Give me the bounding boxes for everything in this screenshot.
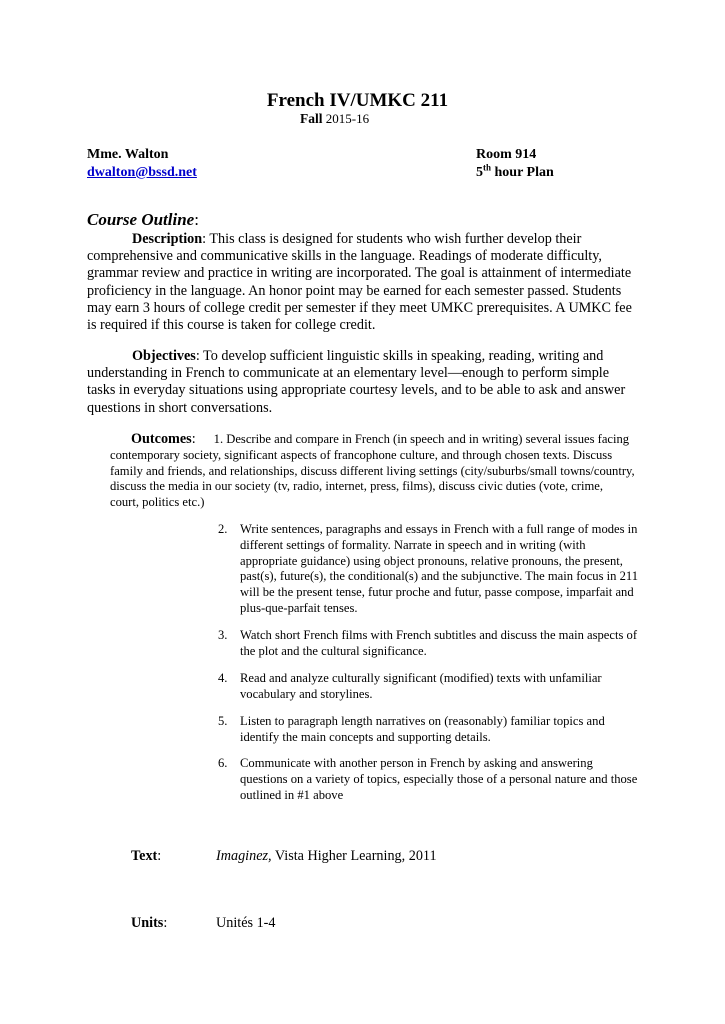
description-text: : This class is designed for students who wish further develop their comprehensive and communicative skills in the language. Readings of moderate difficulty, grammar review and practice in writing are incorporated. The goal is attainment of intermediate proficiency in the language. An honor point may be earned for each semester passed. Students may earn 3 hours of college credit per semester if they meet UMKC prerequisites. A UMKC fee is required if this course is taken for college credit. xyxy=(87,231,632,334)
objectives-text: : To develop sufficient linguistic skills in speaking, reading, writing and understanding in French to communicate at an elementary level—enough to perform simple tasks in everyday situations using appropriate courtesy levels, and to be able to ask and answer questions in short conversations. xyxy=(87,348,626,416)
outcome-number: 3. xyxy=(218,628,228,642)
outcomes-colon: : xyxy=(191,431,196,447)
term xyxy=(300,111,369,127)
textbook-publisher: Vista Higher Learning, 2011 xyxy=(271,848,437,864)
course-title: French IV/UMKC 211 xyxy=(266,90,449,111)
room-block xyxy=(476,146,554,182)
room-number: Room 914 xyxy=(476,147,537,162)
units-value: Unités 1-4 xyxy=(216,915,276,931)
term-year: 2015-16 xyxy=(325,111,370,126)
outcome-text: Listen to paragraph length narratives on (reasonably) familiar topics and identify the main concepts and supporting details. xyxy=(240,714,605,744)
instructor-name: Mme. Walton xyxy=(87,147,169,162)
instructor-block xyxy=(87,146,197,182)
outcomes-label: Outcomes xyxy=(131,431,192,447)
outcome-text: Watch short French films with French subtitles and discuss the main aspects of the plot and the cultural significance. xyxy=(240,628,638,658)
outcome-number: 2. xyxy=(218,522,228,536)
units-label-colon: : xyxy=(163,915,168,931)
objectives-paragraph xyxy=(87,348,632,417)
outcome-number: 5. xyxy=(218,714,228,728)
outline-heading-colon: : xyxy=(194,210,199,229)
outcome-1-text: 1. Describe and compare in French (in speech and in writing) several issues facing contemporary society, significant aspects of francophone culture, and through chosen texts. Discuss family and friends, and relationships, discuss different living settings (city/suburbs/small towns/country, discuss the media in our society (tv, radio, internet, press, films), discuss civic duties (vote, crime, court, politics etc.) xyxy=(110,432,635,510)
text-label-colon: : xyxy=(157,848,162,864)
outcome-text: Write sentences, paragraphs and essays in French with a full range of modes in different settings of formality. Narrate in speech and in writing (with appropriate guidance) using object pronouns, relative pronouns, the present, past(s), future(s), the conditional(s) and the subjunctive. The main focus in 211 will be the present tense, futur proche and futur, passe compose, imparfait and plus-que-parfait tenses. xyxy=(240,522,639,615)
plan-hour xyxy=(476,164,554,182)
plan-text: hour Plan xyxy=(494,165,554,180)
textbook-title: Imaginez, xyxy=(216,848,272,864)
text-label xyxy=(131,848,161,865)
outcome-text: Read and analyze culturally significant (modified) texts with unfamiliar vocabulary and storylines. xyxy=(240,671,602,701)
textbook-value xyxy=(216,848,437,865)
plan-number: 5 xyxy=(476,165,483,180)
plan-suffix: th xyxy=(483,162,492,173)
description-paragraph xyxy=(87,231,632,334)
outcomes-paragraph xyxy=(110,432,635,511)
description-label: Description xyxy=(132,231,203,247)
objectives-label: Objectives xyxy=(132,348,196,364)
outcome-number: 4. xyxy=(218,671,228,685)
term-label: Fall xyxy=(300,111,323,126)
units-label xyxy=(131,915,167,932)
outcome-number: 6. xyxy=(218,756,228,770)
outcome-text: Communicate with another person in French by asking and answering questions on a variety of topics, especially those of a personal nature and those outlined in #1 above xyxy=(240,756,638,802)
units-label-word: Units xyxy=(131,915,164,931)
text-label-word: Text xyxy=(131,848,158,864)
instructor-email-link[interactable]: dwalton@bssd.net xyxy=(87,165,197,180)
course-outline-heading xyxy=(87,210,199,230)
outline-heading-text: Course Outline xyxy=(87,210,195,229)
